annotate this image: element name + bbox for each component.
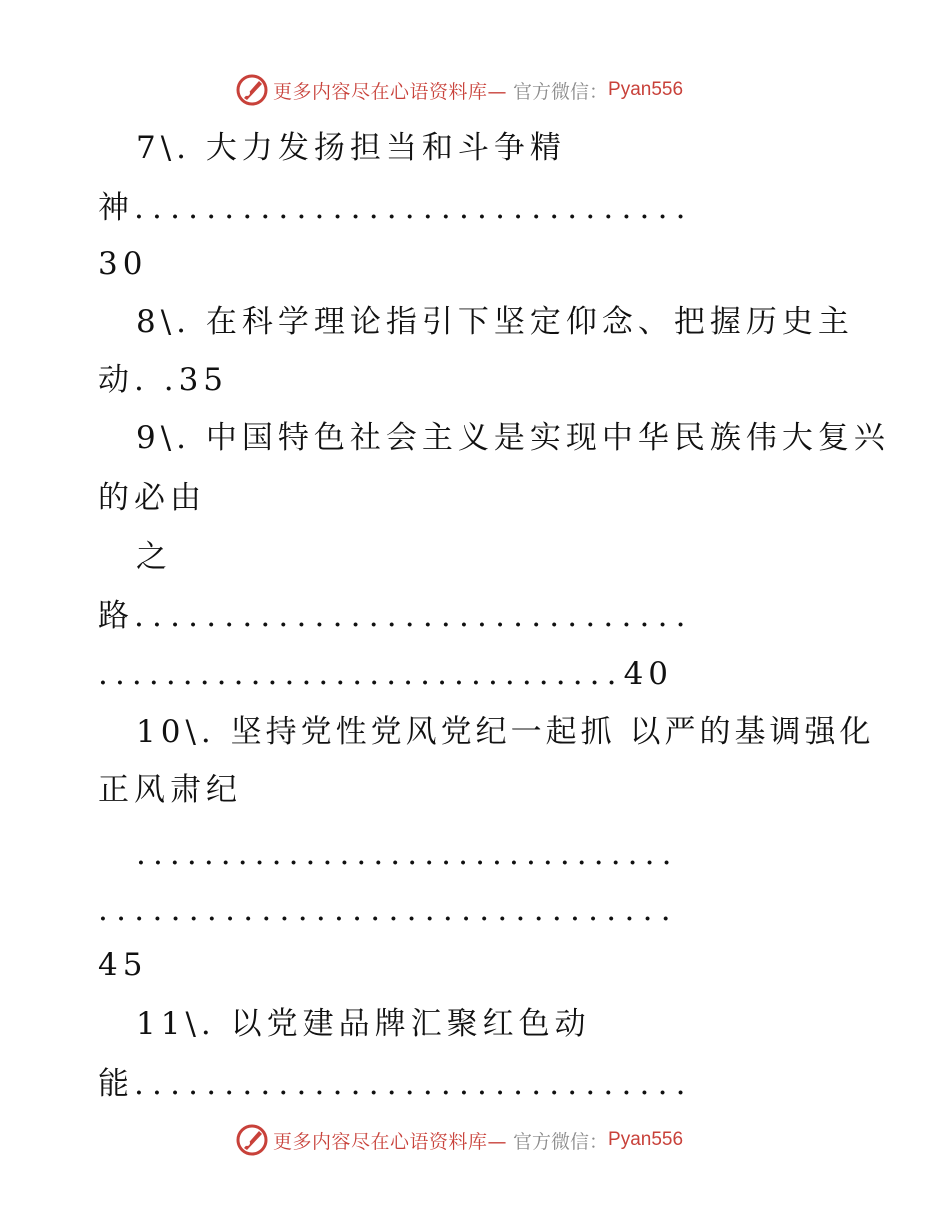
toc-entry-8-page: 35 <box>178 362 229 398</box>
dot-leader: ............................... <box>134 598 694 634</box>
toc-entry-11-leader-line <box>98 1064 694 1104</box>
toc-entry-10-page: 45 <box>98 947 148 983</box>
dot-leader: . <box>163 362 179 398</box>
dot-leader: ................................ <box>136 836 679 872</box>
dot-leader: ............................... <box>134 1066 694 1102</box>
toc-entry-title: 中国特色社会主义是实现中华民族伟大复兴 <box>205 420 890 456</box>
watermark-banner-bottom <box>235 1122 683 1158</box>
watermark-banner-top <box>235 72 683 108</box>
watermark-wechat-label: 官方微信： <box>513 80 609 103</box>
toc-entry-9-title-cont2: 之 <box>136 539 172 575</box>
toc-entry-7-title-line <box>136 128 566 168</box>
dot-leader: ............................... <box>134 190 694 226</box>
toc-entry-title: 以党建品牌汇聚红色动 <box>230 1006 591 1042</box>
toc-entry-number: 9\. <box>136 420 192 456</box>
toc-entry-9-leader-line <box>98 596 694 636</box>
dot-leader: ................................ <box>98 892 679 928</box>
toc-entry-title: 坚持党性党风党纪一起抓 以严的基调强化 <box>230 714 875 750</box>
toc-entry-8-title-line <box>136 302 854 342</box>
toc-entry-title: 在科学理论指引下坚定仰念、把握历史主 <box>205 304 854 340</box>
toc-entry-7-leader-line <box>98 188 694 228</box>
toc-entry-title: 大力发扬担当和斗争精 <box>205 130 566 166</box>
watermark-site-text: 更多内容尽在心语资料库— <box>273 80 508 103</box>
toc-entry-title-cont: 能 <box>98 1066 134 1102</box>
watermark-site-text: 更多内容尽在心语资料库— <box>273 1130 508 1153</box>
toc-entry-number: 10\. <box>136 714 216 750</box>
toc-entry-title-cont: 路 <box>98 598 134 634</box>
toc-entry-10-title-line <box>136 712 874 752</box>
watermark-wechat-id: Pyan556 <box>608 1129 684 1150</box>
watermark-wechat-id: Pyan556 <box>608 79 684 100</box>
toc-entry-number: 11\. <box>136 1006 216 1042</box>
toc-entry-8-leader-line <box>98 360 228 400</box>
toc-entry-7-page: 30 <box>98 246 148 282</box>
quill-pen-logo-icon <box>235 1123 269 1157</box>
toc-entry-number: 8\. <box>136 304 192 340</box>
dot-leader: ............................... <box>98 656 624 692</box>
toc-entry-title-cont: 动. <box>98 362 149 398</box>
toc-entry-9-title-cont: 的必由 <box>98 480 206 516</box>
quill-pen-logo-icon <box>235 73 269 107</box>
toc-entry-9-page: 40 <box>623 656 674 692</box>
toc-entry-10-leader-line-2 <box>98 890 679 930</box>
watermark-wechat-label: 官方微信： <box>513 1130 609 1153</box>
toc-entry-10-title-cont: 正风肃纪 <box>98 772 242 808</box>
toc-entry-9-leader-line-2 <box>98 654 673 694</box>
toc-entry-title-cont: 神 <box>98 190 134 226</box>
toc-entry-9-title-line <box>136 418 890 458</box>
toc-entry-10-leader-line <box>136 834 679 874</box>
toc-entry-11-title-line <box>136 1004 591 1044</box>
toc-entry-number: 7\. <box>136 130 192 166</box>
